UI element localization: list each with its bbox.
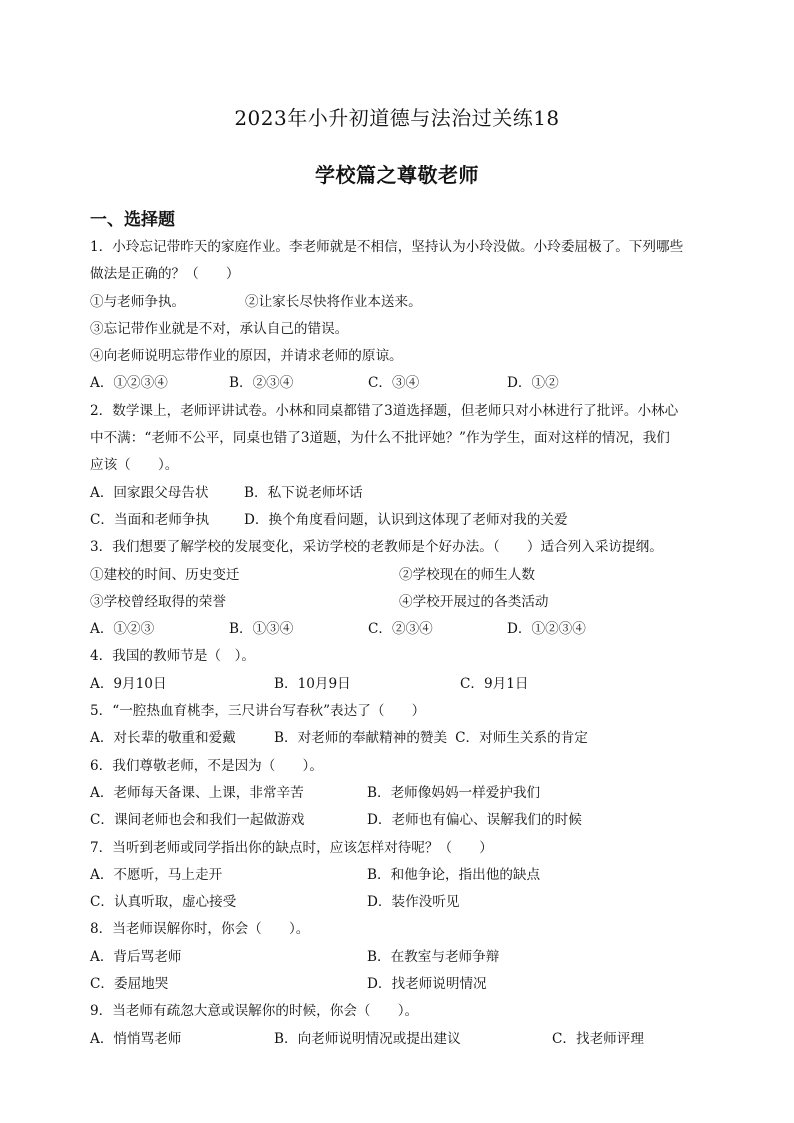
q4-options: [90, 671, 710, 698]
q7-option-a[interactable]: A．不愿听，马上走开: [90, 866, 223, 883]
q5-stem: 5．“一腔热血育桃李，三尺讲台写春秋”表达了（ ）: [90, 703, 426, 720]
q4-option-a[interactable]: A．9月10日: [90, 675, 167, 692]
q1-statement-3: ③忘记带作业就是不对，承认自己的错误。: [90, 320, 349, 337]
q2-stem-line3: 应该（ ）。: [90, 457, 179, 474]
q3-option-b[interactable]: B．①③④: [229, 621, 294, 638]
q1-option-c[interactable]: C．③④: [368, 375, 420, 392]
q7-option-b[interactable]: B．和他争论，指出他的缺点: [367, 866, 541, 883]
q2-option-a[interactable]: A．回家跟父母告状: [90, 484, 209, 501]
q3-options: [90, 616, 710, 643]
q6-stem: 6．我们尊敬老师，不是因为（ ）。: [90, 757, 323, 774]
question-list: [90, 234, 710, 1053]
q1-statement-2: ②让家长尽快将作业本送来。: [245, 293, 422, 310]
q5-option-c[interactable]: C．对师生关系的肯定: [455, 730, 588, 747]
q1-stem-line1: 1．小玲忘记带昨天的家庭作业。李老师就是不相信，坚持认为小玲没做。小玲委屈极了。下列哪些: [90, 239, 684, 255]
q2-stem-line2: 中不满：“老师不公平，同桌也错了3道题，为什么不批评她？”作为学生，面对这样的情况，我们: [90, 430, 670, 447]
q6-option-c[interactable]: C．课间老师也会和我们一起做游戏: [90, 812, 305, 829]
q4-stem: 4．我国的教师节是（ ）。: [90, 648, 255, 665]
q8-options-row2: [90, 971, 710, 998]
q8-option-c[interactable]: C．委屈地哭: [90, 976, 169, 993]
q9-option-b[interactable]: B．向老师说明情况或提出建议: [274, 1030, 461, 1047]
q3-statements-row2: [90, 589, 710, 616]
q2-stem-line1: 2．数学课上，老师评讲试卷。小林和同桌都错了3道选择题，但老师只对小林进行了批评。小林心: [90, 402, 679, 419]
q9-stem: 9．当老师有疏忽大意或误解你的时候，你会（ ）。: [90, 1003, 419, 1020]
q7-options-row2: [90, 889, 710, 916]
q1-statements-row1: [90, 289, 710, 316]
q3-stem: 3．我们想要了解学校的发展变化，采访学校的老教师是个好办法。（ ）适合列入采访提纲。: [90, 539, 663, 556]
q1-stem-line2: 做法是正确的？（ ）: [90, 266, 240, 283]
q3-option-d[interactable]: D．①②③④: [507, 621, 586, 638]
q9-option-c[interactable]: C．找老师评理: [552, 1030, 644, 1047]
section-heading: 一、选择题: [90, 210, 175, 230]
q3-statement-4: ④学校开展过的各类活动: [399, 593, 549, 610]
q6-option-a[interactable]: A．老师每天备课、上课，非常辛苦: [90, 784, 304, 801]
q1-options: [90, 370, 710, 397]
q8-option-d[interactable]: D．找老师说明情况: [367, 976, 487, 993]
q7-option-d[interactable]: D．装作没听见: [367, 894, 460, 911]
q6-options-row1: [90, 780, 710, 807]
q7-option-c[interactable]: C．认真听取，虚心接受: [90, 894, 237, 911]
q5-option-b[interactable]: B．对老师的奉献精神的赞美: [274, 730, 448, 747]
q6-options-row2: [90, 807, 710, 834]
q3-statement-3: ③学校曾经取得的荣誉: [90, 593, 226, 610]
q2-options-row1: [90, 480, 710, 507]
q3-statements-row1: [90, 562, 710, 589]
q2-option-b[interactable]: B．私下说老师坏话: [244, 484, 363, 501]
q5-option-a[interactable]: A．对长辈的敬重和爱戴: [90, 730, 236, 747]
q7-stem: 7．当听到老师或同学指出你的缺点时，应该怎样对待呢？（ ）: [90, 839, 493, 856]
q4-option-c[interactable]: C．9月1日: [460, 675, 529, 692]
q7-options-row1: [90, 862, 710, 889]
q8-option-b[interactable]: B．在教室与老师争辩: [367, 948, 500, 965]
document-title: 2023年小升初道德与法治过关练18: [234, 106, 560, 130]
q3-statement-2: ②学校现在的师生人数: [399, 566, 535, 583]
document-subtitle: 学校篇之尊敬老师: [315, 163, 479, 187]
q1-statement-1: ①与老师争执。: [90, 293, 186, 310]
q3-option-a[interactable]: A．①②③: [90, 621, 155, 638]
q9-option-a[interactable]: A．悄悄骂老师: [90, 1030, 182, 1047]
q2-option-d[interactable]: D．换个角度看问题，认识到这体现了老师对我的关爱: [244, 511, 568, 528]
q1-statement-4: ④向老师说明忘带作业的原因，并请求老师的原谅。: [90, 348, 403, 365]
q8-option-a[interactable]: A．背后骂老师: [90, 948, 182, 965]
q2-options-row2: [90, 507, 710, 534]
q3-statement-1: ①建校的时间、历史变迁: [90, 566, 240, 583]
q5-options: [90, 725, 710, 752]
q1-option-b[interactable]: B．②③④: [229, 375, 294, 392]
q1-option-a[interactable]: A．①②③④: [90, 375, 168, 392]
q6-option-b[interactable]: B．老师像妈妈一样爱护我们: [367, 784, 541, 801]
q8-stem: 8．当老师误解你时，你会（ ）。: [90, 921, 310, 938]
q2-option-c[interactable]: C．当面和老师争执: [90, 511, 210, 528]
q1-option-d[interactable]: D．①②: [507, 375, 559, 392]
q9-options: [90, 1026, 710, 1053]
q6-option-d[interactable]: D．老师也有偏心、误解我们的时候: [367, 812, 582, 829]
q4-option-b[interactable]: B．10月9日: [274, 675, 351, 692]
q3-option-c[interactable]: C．②③④: [368, 621, 433, 638]
q8-options-row1: [90, 944, 710, 971]
